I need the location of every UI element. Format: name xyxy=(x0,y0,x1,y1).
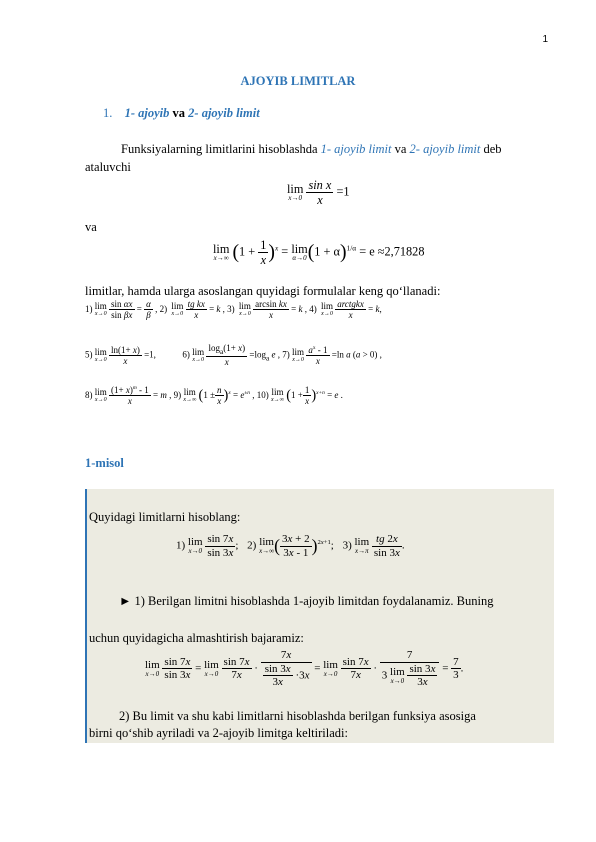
section-number: 1. xyxy=(103,106,113,120)
example-problems: 1) lim x→0 $\frac{\sin 7x}{\sin 3x}$ ; 2) lim x→∞ ( $\frac{3x + 2}{3x - 1}$ )$^{2x+1}$; 3) lim x→π $\frac{tg 2x}{\sin 3x}$ . xyxy=(176,533,405,559)
page-number: 1 xyxy=(542,34,548,45)
solution-1-text: 1) Berilgan limitni hisoblashda 1-ajoyib limitdan foydalanamiz. Buning xyxy=(134,594,494,608)
example-box xyxy=(85,489,554,743)
example-heading: 1-misol xyxy=(85,456,124,470)
intro-line2: ataluvchi xyxy=(85,160,131,174)
solution-2-line-2: birni qo‘shib ayriladi va 2-ajoyib limitga keltiriladi: xyxy=(89,726,348,740)
formula-row-1: 1) lim x→0 $\frac{\text{sin αx}}{\text{sin βx}}$ = $\frac{\alpha}{\beta}$ , 2) lim x→0 $\frac{\text{tg kx}}{x}$ = k , 3) lim x→0 $\frac{\text{arcsin kx}}{x}$ = k , 4) lim x→0 $\frac{\text{arctgkx}}{x}$ = k, xyxy=(85,299,382,321)
lim-operator: lim x→0 xyxy=(287,181,304,203)
intro-link-first: 1- ajoyib limit xyxy=(320,142,392,156)
formula-row-2: 5) lim x→0 $\frac{\ln(1+ x)}{x}$ =1, 6) lim x→0 $\frac{\log_a(1+ x)}{x}$ $=\log_a$ e , 7) lim x→0 $\frac{a^x - 1}{x}$ =ln a (a > 0) , xyxy=(85,343,382,368)
intro-deb: deb xyxy=(480,142,502,156)
section-second-limit: 2- ajoyib limit xyxy=(188,106,260,120)
fraction: $\frac{\text{sin x}}{x}$ xyxy=(308,178,332,208)
section-first-limit: 1- ajoyib xyxy=(124,106,170,120)
solution-marker: ► xyxy=(119,594,132,608)
intro-text: Funksiyalarning limitlarini hisoblashda xyxy=(121,142,321,156)
solution-2-line-1: 2) Bu limit va shu kabi limitlarni hisoblashda berilgan funksiya asosiga xyxy=(119,709,476,723)
intro-link-second: 2- ajoyib limit xyxy=(409,142,481,156)
formulas-intro: limitlar, hamda ularga asoslangan quyidagi formulalar keng qo‘llanadi: xyxy=(85,284,441,298)
section-heading xyxy=(103,106,260,121)
first-remarkable-limit-formula xyxy=(287,178,350,207)
intro-paragraph xyxy=(121,142,502,157)
va-word: va xyxy=(85,220,97,234)
page-title: AJOYIB LIMITLAR xyxy=(240,74,356,88)
second-remarkable-limit-formula: lim x→∞ (1 + $\frac{1}{x}$ )$^x$ = lim α→0 $(1 + \alpha)^{1/\alpha} = e \approx 2,71828$ xyxy=(213,238,425,268)
solution-1-formula: lim x→0 $\frac{\sin 7x}{\sin 3x}$ = lim x→0 $\frac{\sin 7x}{7x}$ · 7x $\frac{\sin 3x}{3x}$ ·3x = lim x→0 $\frac{\sin 7x}{7x}$ · 7 3 lim x→0 $\frac{\sin 3x}{3x}$ = $\frac{7}{3}$ . xyxy=(145,649,464,689)
intro-and: va xyxy=(391,142,410,156)
formula-row-3: 8) lim x→0 $\frac{(1+ x)^m - 1}{x}$ = m , 9) lim x→∞ (1 ± $\frac{n}{x}$ )$^x = e^{\pm n}$ , 10) lim x→∞ (1 + $\frac{1}{x}$ )$^{x+n}$ = e . xyxy=(85,385,343,407)
solution-1-line-1 xyxy=(119,594,493,609)
example-task: Quyidagi limitlarni hisoblang: xyxy=(89,510,241,524)
equals-one: =1 xyxy=(336,184,350,199)
solution-1-line-2: uchun quyidagicha almashtirish bajaramiz: xyxy=(89,631,304,645)
section-and: va xyxy=(172,106,186,120)
